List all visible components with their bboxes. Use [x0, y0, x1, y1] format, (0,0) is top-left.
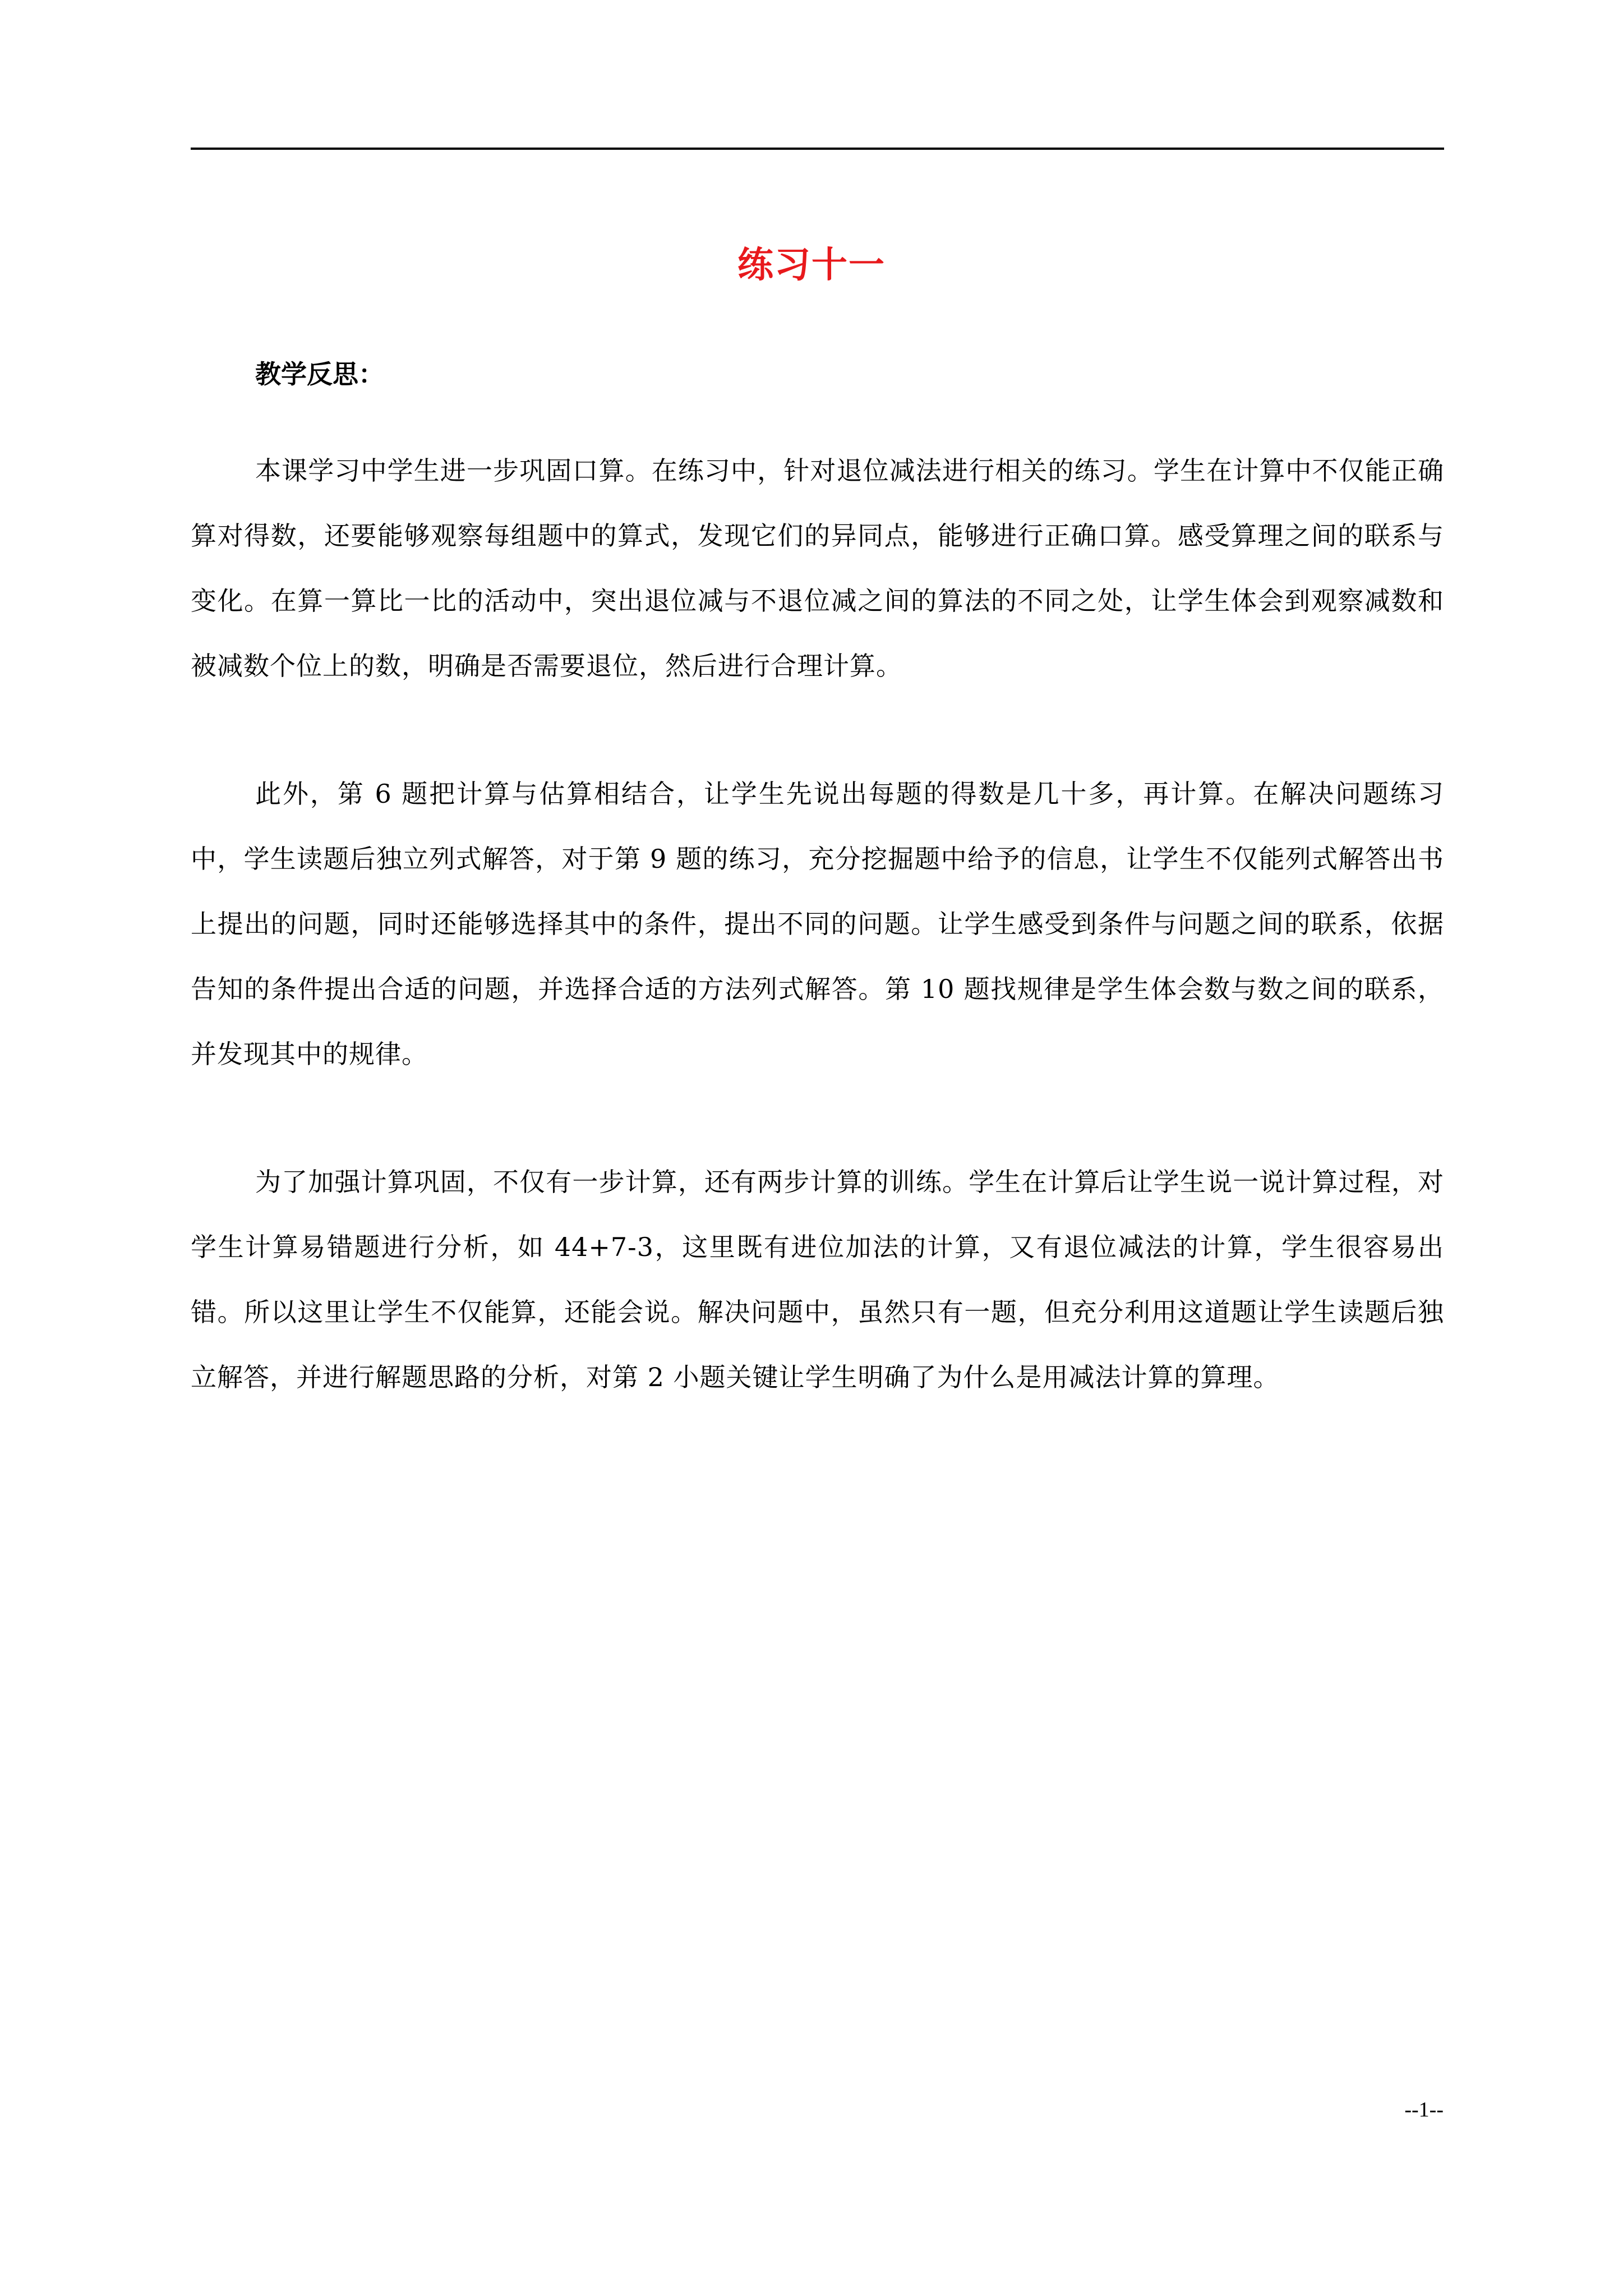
section-label: 教学反思： — [255, 359, 384, 389]
document-body — [191, 438, 1444, 1473]
paragraph-3: 为了加强计算巩固，不仅有一步计算，还有两步计算的训练。学生在计算后让学生说一说计算过程，对学生计算易错题进行分析，如 44+7-3，这里既有进位加法的计算，又有退位减法的计算，学生很容易出错。所以这里让学生不仅能算，还能会说。解决问题中，虽然只有一题，但充分利用这道题让学生读题后独立解答，并进行解题思路的分析，对第 2 小题关键让学生明确了为什么是用减法计算的算理。 — [191, 1167, 1444, 1392]
page-number: --1-- — [1404, 2098, 1444, 2122]
paragraph-2: 此外，第 6 题把计算与估算相结合，让学生先说出每题的得数是几十多，再计算。在解决问题练习中，学生读题后独立列式解答，对于第 9 题的练习，充分挖掘题中给予的信息，让学生不仅能列式解答出书上提出的问题，同时还能够选择其中的条件，提出不同的问题。让学生感受到条件与问题之间的联系，依据告知的条件提出合适的问题，并选择合适的方法列式解答。第 10 题找规律是学生体会数与数之间的联系，并发现其中的规律。 — [191, 779, 1444, 1069]
header-rule — [191, 148, 1444, 150]
document-title: 练习十一 — [737, 245, 886, 286]
paragraph-1: 本课学习中学生进一步巩固口算。在练习中，针对退位减法进行相关的练习。学生在计算中不仅能正确算对得数，还要能够观察每组题中的算式，发现它们的异同点，能够进行正确口算。感受算理之间的联系与变化。在算一算比一比的活动中，突出退位减与不退位减之间的算法的不同之处，让学生体会到观察减数和被减数个位上的数，明确是否需要退位，然后进行合理计算。 — [191, 455, 1444, 681]
